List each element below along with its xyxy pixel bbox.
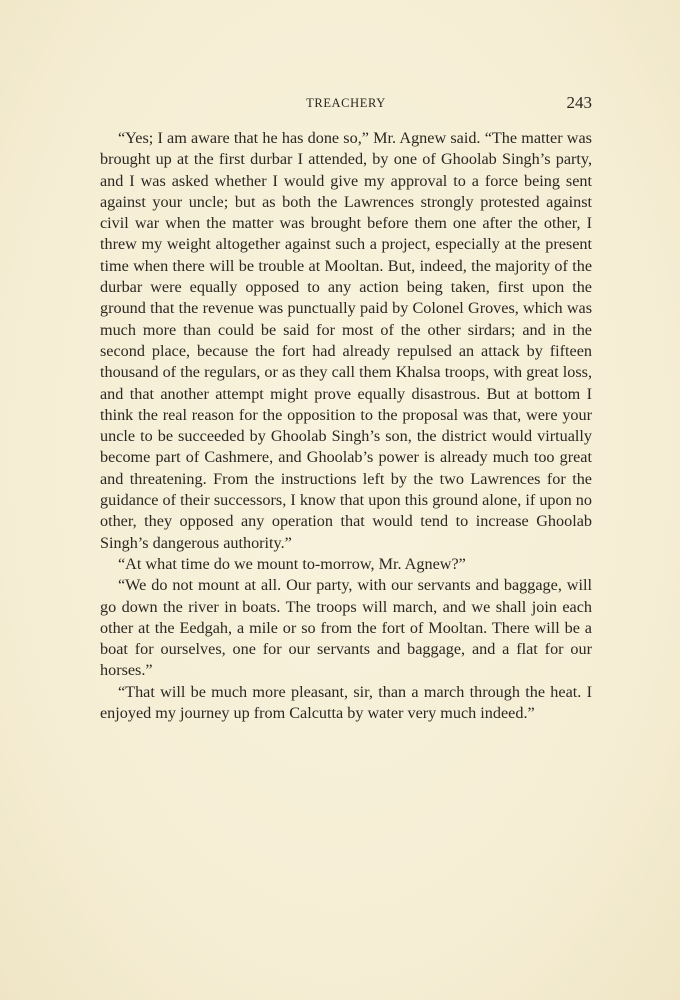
page-number: 243	[566, 93, 592, 112]
paragraph: “We do not mount at all. Our party, with our servants and baggage, will go down the river in boats. The troops will march, and we shall join each other at the Eedgah, a mile or so from the fort of Mooltan. There will be a boat for ourselves, one for our servants and baggage, and a flat for our horses.”	[100, 576, 592, 680]
paragraph: “At what time do we mount to-morrow, Mr. Agnew?”	[118, 554, 466, 573]
running-title: TREACHERY	[306, 96, 386, 110]
paragraph: “That will be much more pleasant, sir, than a march through the heat. I enjoyed my journey up from Calcutta by water very much indeed.”	[100, 682, 592, 723]
page-header	[100, 93, 592, 113]
body-text	[100, 128, 592, 724]
paragraph: “Yes; I am aware that he has done so,” Mr. Agnew said. “The matter was brought up at the first durbar I attended, by one of Ghoolab Singh’s party, and I was asked whether I would give my approval to a force being sent against your uncle; but as both the Lawrences strongly protested against civil war when the matter was brought before them one after the other, I threw my weight altogether against such a project, especially at the present time when there will be trouble at Mooltan. But, indeed, the majority of the durbar were equally opposed to any action being taken, first upon the ground that the revenue was punctually paid by Colonel Groves, which was much more than could be said for most of the other sirdars; and in the second place, because the fort had already repulsed an attack by fifteen thousand of the regulars, or as they call them Khalsa troops, with great loss, and that another attempt might prove equally disastrous. But at bottom I think the real reason for the opposition to the proposal was that, were your uncle to be succeeded by Ghoolab Singh’s son, the district would virtually become part of Cashmere, and Ghoolab’s power is already much too great and threatening. From the instructions left by the two Lawrences for the guidance of their successors, I know that upon this ground alone, if upon no other, they opposed any operation that would tend to increase Ghoolab Singh’s dangerous authority.”	[100, 129, 592, 552]
